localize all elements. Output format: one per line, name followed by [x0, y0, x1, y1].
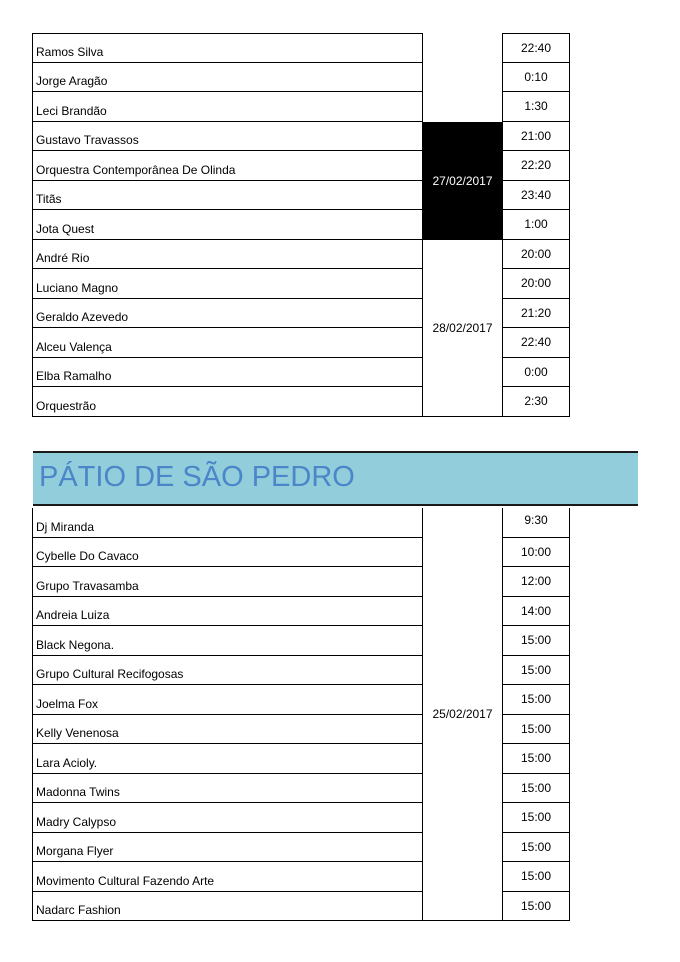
show-time: 21:00: [502, 122, 570, 152]
artist-name: Titãs: [32, 181, 423, 211]
show-time: 10:00: [502, 538, 570, 568]
show-time: 2:30: [502, 387, 570, 417]
show-time: 15:00: [502, 744, 570, 774]
artist-name: Nadarc Fashion: [32, 892, 423, 922]
show-time: 12:00: [502, 567, 570, 597]
show-time: 0:10: [502, 63, 570, 93]
artist-name: Black Negona.: [32, 626, 423, 656]
show-time: 15:00: [502, 833, 570, 863]
date-cell-28-02: 28/02/2017: [423, 240, 502, 417]
artist-name: Orquestrão: [32, 387, 423, 417]
artist-name: Andreia Luiza: [32, 597, 423, 627]
artist-name: Madry Calypso: [32, 803, 423, 833]
artist-name: Grupo Cultural Recifogosas: [32, 656, 423, 686]
show-time: 15:00: [502, 685, 570, 715]
artist-name: Jorge Aragão: [32, 63, 423, 93]
artist-name: Dj Miranda: [32, 508, 423, 538]
show-time: 15:00: [502, 626, 570, 656]
show-time: 1:30: [502, 92, 570, 122]
show-time: 22:40: [502, 33, 570, 63]
show-time: 22:20: [502, 151, 570, 181]
artist-name: Morgana Flyer: [32, 833, 423, 863]
show-time: 21:20: [502, 299, 570, 329]
artist-name: Joelma Fox: [32, 685, 423, 715]
show-time: 20:00: [502, 240, 570, 270]
artist-name: Ramos Silva: [32, 33, 423, 63]
artist-name: Cybelle Do Cavaco: [32, 538, 423, 568]
show-time: 20:00: [502, 269, 570, 299]
show-time: 23:40: [502, 181, 570, 211]
artist-name: Kelly Venenosa: [32, 715, 423, 745]
show-time: 15:00: [502, 803, 570, 833]
artist-name: Jota Quest: [32, 210, 423, 240]
artist-name: André Rio: [32, 240, 423, 270]
artist-name: Grupo Travasamba: [32, 567, 423, 597]
artist-name: Elba Ramalho: [32, 358, 423, 388]
date-cell-27-02: 27/02/2017: [423, 122, 502, 240]
show-time: 15:00: [502, 892, 570, 922]
show-time: 15:00: [502, 656, 570, 686]
show-time: 14:00: [502, 597, 570, 627]
show-time: 22:40: [502, 328, 570, 358]
venue-title: PÁTIO DE SÃO PEDRO: [39, 461, 355, 493]
artist-name: Movimento Cultural Fazendo Arte: [32, 862, 423, 892]
show-time: 15:00: [502, 715, 570, 745]
venue-banner: [33, 451, 638, 506]
show-time: 1:00: [502, 210, 570, 240]
show-time: 15:00: [502, 774, 570, 804]
artist-name: Geraldo Azevedo: [32, 299, 423, 329]
date-cell-25-02: 25/02/2017: [423, 508, 502, 921]
artist-name: Gustavo Travassos: [32, 122, 423, 152]
artist-name: Madonna Twins: [32, 774, 423, 804]
artist-name: Alceu Valença: [32, 328, 423, 358]
show-time: 9:30: [502, 508, 570, 538]
artist-name: Leci Brandão: [32, 92, 423, 122]
show-time: 15:00: [502, 862, 570, 892]
show-time: 0:00: [502, 358, 570, 388]
artist-name: Orquestra Contemporânea De Olinda: [32, 151, 423, 181]
artist-name: Luciano Magno: [32, 269, 423, 299]
artist-name: Lara Acioly.: [32, 744, 423, 774]
